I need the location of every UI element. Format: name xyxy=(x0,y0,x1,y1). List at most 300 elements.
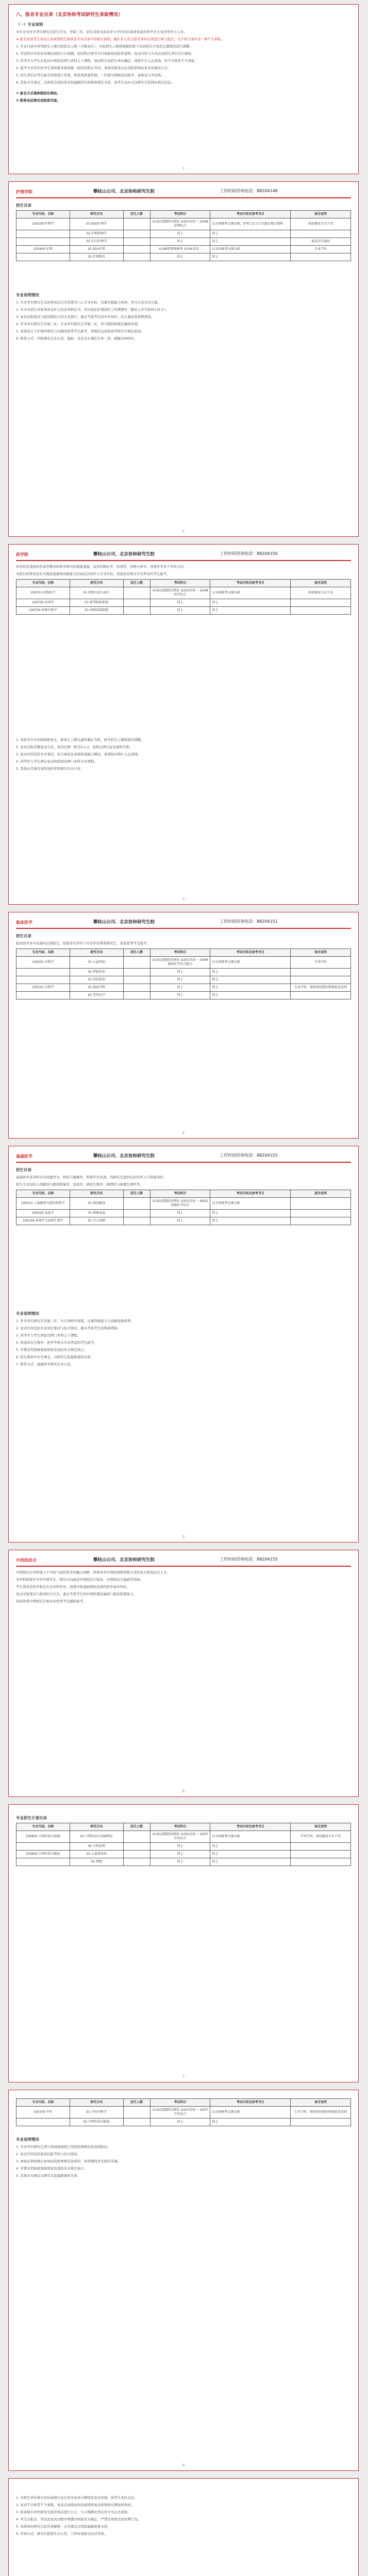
spacer xyxy=(16,1229,351,1307)
spacer xyxy=(16,2485,351,2495)
column-header: 考试科目 xyxy=(150,1190,210,1197)
table-header-row xyxy=(16,1823,351,1831)
table-cell xyxy=(123,984,150,991)
document-page-4 xyxy=(8,912,359,1139)
paragraph: 5. 招生单位对考生报名资格进行审查，如发现弄虚作假，一经查实即取消其报考、录取及入学资格。 xyxy=(16,73,164,77)
paragraph: 本专业为学术学位研究生招生专业，学制三年，招生对象为具有学士学位的应届或往届本科毕业生及同等学力人员。 xyxy=(16,30,187,34)
school-name: 药学院 xyxy=(16,552,28,557)
column-header: 考试内容及参考书目 xyxy=(210,1190,291,1197)
table-cell: 以全国统考大纲为准 xyxy=(210,2107,291,2119)
column-header: 研究方向 xyxy=(70,210,123,218)
table-cell: 同上 xyxy=(150,1858,210,1866)
table-cell: 01 药物质量控制 xyxy=(70,606,123,614)
school-name: 临床医学 xyxy=(16,920,32,925)
paragraph: 3. 同等学力考生须加试两门本科主干课程。 xyxy=(16,1333,81,1337)
column-header: 专业代码、名称 xyxy=(16,2099,70,2107)
paragraph: 4. 同等学力考生须在复试阶段加试两门本科专业课程。 xyxy=(16,759,97,764)
paragraph: 2. 考试科目中的业务课由我校自行命题，初试科目参考书目请参阅各院系说明，复试内容与方式由各招生单位另行通知。 xyxy=(16,52,195,56)
paragraph: 5. 欢迎有志于护理学研究与实践的优秀考生报考，详细信息请登录学院官方网站查询。 xyxy=(16,329,144,333)
subsection-title: 专业说明情况 xyxy=(16,1311,39,1316)
table-cell: 同上 xyxy=(210,968,291,976)
paragraph: 药学院是我国药学高等教育和科学研究的重要基地，设有药物化学、药剂学、药物分析学、药理学等多个学科方向。 xyxy=(16,564,187,569)
table-row xyxy=(16,968,351,976)
table-cell xyxy=(123,1209,150,1217)
table-cell xyxy=(16,976,70,984)
table-row xyxy=(16,606,351,614)
paragraph: 5. 其他未尽事宜以研究生院最新通知为准。 xyxy=(16,2174,81,2178)
table-cell: ①199管理类联考 ②204英语二 xyxy=(150,245,210,253)
paragraph: 1. 专业学位研究生以培养高层次应用型专门人才为目标，注重实践能力培养，学习方式为全日制。 xyxy=(16,300,161,304)
paragraph: 复试采取笔试与面试结合方式，重点考查考生的中西医理论基础与临床思维能力。 xyxy=(16,1591,137,1596)
table-cell: 01 临床护理学 xyxy=(70,218,123,230)
paragraph: 4. 学术学位研究生学制三年，专业学位研究生学制三年，学习期间按规定缴纳学费。 xyxy=(16,321,141,326)
table-cell: 02 老年医学 xyxy=(70,991,123,999)
divider xyxy=(16,1566,351,1567)
table-cell: ①101思想政治理论 ②201英语一 ③306临床医学综合能力 xyxy=(150,956,210,968)
header-contact: 工作时间咨询电话：88204155 xyxy=(220,1557,278,1562)
table-cell: 同上 xyxy=(210,230,291,238)
table-cell xyxy=(123,218,150,230)
paragraph: 5. 其他未尽事宜请咨询药学院研究生办公室。 xyxy=(16,766,84,771)
column-header: 备注说明 xyxy=(291,1190,351,1197)
table-cell: 专业学位，须参加住院医师规范化培训 xyxy=(291,2107,351,2119)
paragraph: 7. 联系方式：基础医学研究生办公室。 xyxy=(16,1362,74,1366)
table-row xyxy=(16,2119,351,2126)
table-cell: 01 心血管疾病 xyxy=(70,1851,123,1858)
table-cell: 02 护理管理学 xyxy=(70,230,123,238)
table-cell: 学术学位 xyxy=(291,956,351,968)
paragraph: 欢迎热爱中西医结合事业的优秀考生踊跃报考。 xyxy=(16,1599,87,1603)
document-page-6 xyxy=(8,1550,359,1797)
table-cell: 同上 xyxy=(150,2119,210,2126)
table-cell xyxy=(16,1858,70,1866)
column-header: 专业代码、名称 xyxy=(16,579,70,587)
note: ① 报名方式请参照招生网站。 xyxy=(16,91,60,95)
table-cell xyxy=(291,2119,351,2126)
table-cell: 01 分子病理 xyxy=(70,1217,123,1225)
paragraph: 2. 复试内容包括专业知识笔试与综合面试，重点考查考生的科研潜质。 xyxy=(16,1326,121,1330)
column-header: 研究方向 xyxy=(70,2099,123,2107)
school-name: 中西医结合 xyxy=(16,1558,37,1563)
table-row xyxy=(16,230,351,238)
paragraph: 3. 录取后须按规定参加住院医师规范化培训，培训期间享受相应待遇。 xyxy=(16,2159,121,2163)
column-header: 招生人数 xyxy=(123,1823,150,1831)
table-row xyxy=(16,587,351,599)
catalog-table xyxy=(16,2098,351,2126)
header-contact: 工作时间咨询电话：88204150 xyxy=(220,551,278,556)
paragraph: 4. 欢迎具有生物学、医学等相关专业背景的考生报考。 xyxy=(16,1340,97,1345)
paragraph: 4. 学费及奖助政策按国家及我校有关规定执行。 xyxy=(16,2166,88,2171)
table-row xyxy=(16,253,351,261)
page-number: 5 xyxy=(182,1535,185,1539)
table-cell: 01 肿瘤免疫 xyxy=(70,1209,123,1217)
subsection-title: 招生目录 xyxy=(16,202,31,208)
paragraph: 1. 学术学位研究生学制三年，实行导师负责制，注重科研能力与创新思维培养。 xyxy=(16,1318,135,1323)
table-cell: 01 心血管病 xyxy=(70,956,123,968)
divider xyxy=(16,1162,351,1163)
paragraph: 本学科招收学术学位研究生，研究方向涵盖中西医结合临床、中西医结合基础等领域。 xyxy=(16,1577,143,1582)
table-cell: 100201 内科学 xyxy=(16,956,70,968)
divider xyxy=(16,197,351,198)
table-cell xyxy=(123,238,150,245)
table-row xyxy=(16,599,351,606)
paragraph-notice: ※ 报名前请考生务必认真阅读招生简章及专业目录中的相关说明，确认本人符合报考条件后再进行网上报名，凡不符合条件者一律不予录取。 xyxy=(16,37,225,41)
paragraph: 1. 专业学位研究生须与培训基地签订住院医师规范化培训协议。 xyxy=(16,2145,111,2149)
page-number: 1 xyxy=(182,166,185,171)
table-header-row xyxy=(16,210,351,218)
table-cell: 105700 中医 xyxy=(16,2107,70,2119)
document-page-1 xyxy=(8,4,359,174)
table-cell: 同上 xyxy=(210,991,291,999)
table-cell: 100104 病理学与病理生理学 xyxy=(16,1217,70,1225)
table-cell: 以全国统考大纲为准 xyxy=(210,245,291,253)
table-cell xyxy=(123,956,150,968)
table-row xyxy=(16,991,351,999)
table-cell: 复试另行通知 xyxy=(291,238,351,245)
table-cell: 以全国统考大纲为准 xyxy=(210,1831,291,1843)
table-cell xyxy=(16,968,70,976)
table-cell: 拟招推免生若干名 xyxy=(291,218,351,230)
column-header: 招生人数 xyxy=(123,1190,150,1197)
column-header: 考试科目 xyxy=(150,948,210,956)
paragraph: 招生专业包括人体解剖与组织胚胎学、免疫学、病原生物学、病理学与病理生理学等。 xyxy=(16,1182,143,1187)
table-cell: 01 临床护理 xyxy=(70,245,123,253)
table-cell: 01 新型给药系统 xyxy=(70,599,123,606)
column-header: 招生人数 xyxy=(123,579,150,587)
table-header-row xyxy=(16,948,351,956)
table-cell: ①101思想政治理论 ②201英语一 ③652基础医学综合 xyxy=(150,1197,210,1209)
table-row xyxy=(16,1843,351,1851)
column-header: 研究方向 xyxy=(70,1823,123,1831)
table-cell xyxy=(123,1831,150,1843)
page-header xyxy=(16,551,351,559)
table-cell xyxy=(291,606,351,614)
table-cell: 01 中西医结合基础理论 xyxy=(70,1831,123,1843)
column-header: 考试科目 xyxy=(150,2099,210,2107)
column-header: 研究方向 xyxy=(70,948,123,956)
table-cell xyxy=(16,2119,70,2126)
table-cell xyxy=(16,238,70,245)
table-cell xyxy=(123,587,150,599)
table-cell: 同上 xyxy=(210,253,291,261)
header-contact: 工作时间咨询电话：88204153 xyxy=(220,1153,278,1158)
column-header: 考试科目 xyxy=(150,210,210,218)
section-title: 八、报名专业目录（北京协和考试研究生录取情况） xyxy=(16,12,123,18)
subsection-title: 专业说明情况 xyxy=(16,292,39,297)
column-header: 专业代码、名称 xyxy=(16,210,70,218)
table-cell: 同上 xyxy=(210,2119,291,2126)
subsection-title: 招生目录 xyxy=(16,1167,31,1172)
column-header: 招生人数 xyxy=(123,2099,150,2107)
table-cell: ①101思想政治理论 ②201英语一 ③349药学综合 xyxy=(150,587,210,599)
table-cell xyxy=(291,991,351,999)
table-cell: 以全国统考大纲为准，参考人民卫生出版社相关教材 xyxy=(210,218,291,230)
document-page-7 xyxy=(8,1804,359,2082)
table-row xyxy=(16,238,351,245)
page-number: 3 xyxy=(182,897,185,901)
document-page-3 xyxy=(8,544,359,905)
table-row xyxy=(16,1209,351,1217)
table-row xyxy=(16,1217,351,1225)
column-header: 研究方向 xyxy=(70,1190,123,1197)
table-cell: 100101 人体解剖与组织胚胎学 xyxy=(16,1197,70,1209)
paragraph: 3. 复试内容包括专业笔试、综合面试及英语听说能力测试，成绩按比例计入总成绩。 xyxy=(16,752,141,756)
subsection-title: （一）专业说明 xyxy=(16,22,43,27)
table-cell xyxy=(123,976,150,984)
table-cell: 同上 xyxy=(150,1851,210,1858)
page-number: 7 xyxy=(182,2075,185,2079)
table-cell: 100702 药剂学 xyxy=(16,599,70,606)
table-cell: ①101思想政治理论 ②201英语一 ③308护理综合 xyxy=(150,218,210,230)
table-cell: 同上 xyxy=(150,230,210,238)
table-cell xyxy=(291,1217,351,1225)
table-row xyxy=(16,984,351,991)
document-page-2 xyxy=(8,181,359,537)
page-number: 2 xyxy=(182,529,185,533)
column-header: 考试内容及参考书目 xyxy=(210,2099,291,2107)
table-cell xyxy=(16,253,70,261)
table-cell: 同上 xyxy=(210,984,291,991)
paragraph: 4. 报考专业学位的考生须按要求参加统一组织的相关考试，具体安排请关注各院系网站发布的通知公告。 xyxy=(16,66,171,70)
table-cell: 同上 xyxy=(210,1843,291,1851)
table-cell: 03 消化系病 xyxy=(70,976,123,984)
table-cell: 同上 xyxy=(150,253,210,261)
table-cell xyxy=(291,976,351,984)
column-header: 备注说明 xyxy=(291,210,351,218)
note: ② 联系电话请见各院系页面。 xyxy=(16,98,60,103)
table-cell: 01 神经解剖 xyxy=(70,1197,123,1209)
table-cell xyxy=(291,968,351,976)
table-cell: 02 中西医结合临床 xyxy=(70,2119,123,2126)
table-cell: 02 护理教育 xyxy=(70,253,123,261)
table-cell xyxy=(291,1209,351,1217)
table-cell xyxy=(291,599,351,606)
page-header xyxy=(16,919,351,927)
table-cell: ①101思想政治理论 ②201英语一 ③307中医综合 xyxy=(150,1831,210,1843)
header-title: 攀枝山公司、北京协和研究生院 xyxy=(93,920,155,925)
table-cell xyxy=(123,606,150,614)
document-page-9 xyxy=(8,2478,359,2576)
table-cell: 学术学位，拟招推免生若干名 xyxy=(291,1831,351,1843)
table-cell: 同上 xyxy=(150,991,210,999)
paragraph: 5. 学费及奖助政策按国家及我校有关规定执行。 xyxy=(16,1347,88,1352)
table-cell: 同上 xyxy=(210,1858,291,1866)
table-header-row xyxy=(16,579,351,587)
paragraph: 3. 复试采取笔试与面试相结合的方式进行，重点考查考生的专业知识、综合素质及科研潜质。 xyxy=(16,314,155,319)
table-cell: 专业学位，须参加住院医师规范化培训 xyxy=(291,984,351,991)
paragraph: 4. 考生在报名、考试及复试过程中须遵守国家有关规定，严禁任何形式的作弊行为。 xyxy=(16,2517,141,2521)
catalog-table xyxy=(16,1190,351,1225)
header-title: 攀枝山公司、北京协和研究生院 xyxy=(93,189,155,194)
table-cell: 同上 xyxy=(210,238,291,245)
page-number: 6 xyxy=(182,1789,185,1793)
column-header: 招生人数 xyxy=(123,948,150,956)
table-cell xyxy=(291,1197,351,1209)
table-cell xyxy=(16,1843,70,1851)
table-cell: 同上 xyxy=(150,599,210,606)
school-name: 基础医学 xyxy=(16,1154,32,1159)
table-cell: 100602 中西医结合临床 xyxy=(16,1851,70,1858)
table-row xyxy=(16,1851,351,1858)
table-cell xyxy=(123,2107,150,2119)
paragraph: 考生须具有医学相关专业本科学历，熟悉中医基础理论及现代医学基本知识。 xyxy=(16,1584,130,1589)
table-cell xyxy=(123,599,150,606)
table-cell xyxy=(123,2119,150,2126)
table-row xyxy=(16,2107,351,2119)
paragraph: 本院以培养具有扎实理论基础和创新能力的高层次药学人才为目标，欢迎具有相关专业背景的考生报考。 xyxy=(16,571,170,576)
table-cell: 同上 xyxy=(210,976,291,984)
catalog-table xyxy=(16,579,351,615)
table-row xyxy=(16,245,351,253)
table-cell: 以全国统考大纲为准 xyxy=(210,1197,291,1209)
table-cell: 同上 xyxy=(150,1217,210,1225)
paragraph: 3. 拟录取名单经研究生院审核后进行公示，公示期满无异议者方可正式录取。 xyxy=(16,2510,131,2514)
table-header-row xyxy=(16,2099,351,2107)
table-cell: 同上 xyxy=(210,1217,291,1225)
paragraph: 6. 招生简章中未尽事宜，以研究生院最新通知为准。 xyxy=(16,1354,94,1359)
paragraph: 6. 联系方式：学院研究生办公室，地址：北京市东城区东单三条，邮编100005。 xyxy=(16,336,137,341)
paragraph: 1. 本院各专业均接收推免生，推免生人数以最终确认为准，统考招生人数将相应调整。 xyxy=(16,737,144,742)
document-page-8 xyxy=(8,2090,359,2471)
table-cell: 01 中医内科学 xyxy=(70,2107,123,2119)
spacer xyxy=(16,619,351,737)
catalog-table xyxy=(16,1823,351,1866)
table-cell xyxy=(123,1197,150,1209)
table-cell: 同上 xyxy=(210,1209,291,1217)
table-row xyxy=(16,218,351,230)
page-header xyxy=(16,1153,351,1161)
divider xyxy=(16,560,351,561)
paragraph: 6. 咨询方式：研究生院招生办公室，工作时间接受电话咨询。 xyxy=(16,2532,108,2536)
table-cell xyxy=(123,230,150,238)
table-cell xyxy=(123,1843,150,1851)
paragraph: 1. 专业目录中所列招生人数为拟招生人数（含推免生），实际招生人数将根据国家下达的招生计划及生源情况进行调整。 xyxy=(16,44,193,48)
table-cell: 100704 药物分析学 xyxy=(16,606,70,614)
table-cell: 01 临床内科 xyxy=(70,984,123,991)
catalog-table xyxy=(16,948,351,999)
paragraph: 1. 各招生单位将在初试成绩公布后发布复试分数线及复试安排，请考生及时关注。 xyxy=(16,2496,138,2500)
table-cell xyxy=(123,245,150,253)
paragraph: 3. 同等学力考生在复试中须加试两门本科主干课程，加试科目由招生单位确定，成绩不计入总成绩，但不合格者不予录取。 xyxy=(16,59,198,63)
column-header: 考试内容及参考书目 xyxy=(210,948,291,956)
subsection-title: 专业说明情况 xyxy=(16,2137,39,2142)
column-header: 考试内容及参考书目 xyxy=(210,1823,291,1831)
column-header: 备注说明 xyxy=(291,579,351,587)
paragraph: 2. 复试内容包括临床技能考核与综合面试。 xyxy=(16,2152,81,2156)
table-row xyxy=(16,1831,351,1843)
column-header: 考试科目 xyxy=(150,1823,210,1831)
page-header xyxy=(16,188,351,196)
table-cell: 同上 xyxy=(150,976,210,984)
column-header: 考试科目 xyxy=(150,579,210,587)
column-header: 招生人数 xyxy=(123,210,150,218)
table-cell xyxy=(123,253,150,261)
table-cell: 专业学位 xyxy=(291,245,351,253)
table-row xyxy=(16,956,351,968)
column-header: 考试内容及参考书目 xyxy=(210,579,291,587)
column-header: 备注说明 xyxy=(291,1823,351,1831)
paragraph: 基础医学各学科方向设置齐全，师资力量雄厚，科研平台先进，为研究生提供良好的学习与科研条件。 xyxy=(16,1175,167,1179)
table-cell: 同上 xyxy=(150,984,210,991)
table-cell: 100102 免疫学 xyxy=(16,1209,70,1217)
table-cell: 03 社区护理学 xyxy=(70,238,123,245)
table-row xyxy=(16,1197,351,1209)
table-cell xyxy=(291,253,351,261)
document-page-5 xyxy=(8,1146,359,1543)
table-cell: 同上 xyxy=(210,599,291,606)
paragraph: 2. 复试采取差额复试方式，复试比例一般为1:1.2，具体比例以复试通知为准。 xyxy=(16,744,133,749)
table-cell xyxy=(123,1217,150,1225)
table-row xyxy=(16,976,351,984)
table-cell: 同上 xyxy=(150,238,210,245)
paragraph: 5. 本简章由研究生院负责解释，未尽事宜以国家最新政策为准。 xyxy=(16,2524,111,2529)
table-cell: 01 药物合成与设计 xyxy=(70,587,123,599)
table-cell xyxy=(291,230,351,238)
paragraph: 2. 复试不合格者不予录取，复试总成绩由初试成绩和复试成绩按比例加权构成。 xyxy=(16,2503,135,2507)
table-cell xyxy=(16,991,70,999)
column-header: 研究方向 xyxy=(70,579,123,587)
column-header: 专业代码、名称 xyxy=(16,1823,70,1831)
header-title: 攀枝山公司、北京协和研究生院 xyxy=(93,552,155,557)
subsection-title: 招生目录 xyxy=(16,933,31,938)
header-title: 攀枝山公司、北京协和研究生院 xyxy=(93,1154,155,1159)
header-title: 攀枝山公司、北京协和研究生院 xyxy=(93,1557,155,1563)
table-cell: 同上 xyxy=(150,1843,210,1851)
paragraph: 2. 本专业招生对象须具有护士执业资格证书，并在临床护理岗位工作满两年（截至入学当年8月31日）。 xyxy=(16,307,169,312)
page-number: 8 xyxy=(182,2463,185,2467)
table-cell: ①101思想政治理论 ②201英语一 ③307中医综合 xyxy=(150,2107,210,2119)
divider xyxy=(16,928,351,929)
table-cell: 100701 药物化学 xyxy=(16,587,70,599)
table-cell xyxy=(291,1858,351,1866)
subsection-title: 专业招生计划目录 xyxy=(16,1816,47,1820)
paragraph: 中西医结合学科致力于中医与现代医学的融合创新，培养具有中西医两种思维方式的复合型高层次人才。 xyxy=(16,1570,170,1574)
table-row xyxy=(16,1858,351,1866)
column-header: 专业代码、名称 xyxy=(16,948,70,956)
table-cell: 100209 护理学 xyxy=(16,218,70,230)
column-header: 专业代码、名称 xyxy=(16,1190,70,1197)
header-contact: 工作时间咨询电话：88204151 xyxy=(220,919,278,924)
table-cell: 拟招推免生若干名 xyxy=(291,587,351,599)
paragraph: 临床医学各专业面向全国招生，招收学术学位与专业学位两类研究生，欢迎优秀考生报考。 xyxy=(16,941,150,945)
table-cell: 105101 内科学 xyxy=(16,984,70,991)
table-cell: 同上 xyxy=(210,1851,291,1858)
table-cell: 02 呼吸系病 xyxy=(70,968,123,976)
table-cell xyxy=(123,1858,150,1866)
catalog-table xyxy=(16,210,351,261)
table-cell: 同上 xyxy=(210,606,291,614)
paragraph: 6. 其他未尽事宜，以国家及我校发布的最新招生政策和规定为准，请考生及时关注研究生院网站相关信息。 xyxy=(16,80,175,84)
table-cell: 02 肿瘤 xyxy=(70,1858,123,1866)
table-cell xyxy=(16,230,70,238)
table-cell: 以全国统考大纲为准 xyxy=(210,956,291,968)
page-header xyxy=(16,1556,351,1565)
table-cell: 02 中药药理 xyxy=(70,1843,123,1851)
table-cell xyxy=(123,968,150,976)
table-cell: 同上 xyxy=(150,1209,210,1217)
column-header: 备注说明 xyxy=(291,948,351,956)
table-cell: 以全国统考大纲为准 xyxy=(210,587,291,599)
table-cell: 105400 护理 xyxy=(16,245,70,253)
table-cell xyxy=(291,1843,351,1851)
table-cell: 100601 中西医结合基础 xyxy=(16,1831,70,1843)
school-name: 护理学院 xyxy=(16,190,32,194)
table-cell xyxy=(291,1851,351,1858)
header-contact: 工作时间咨询电话：88204148 xyxy=(220,189,278,193)
column-header: 备注说明 xyxy=(291,2099,351,2107)
table-header-row xyxy=(16,1190,351,1197)
table-cell xyxy=(123,991,150,999)
